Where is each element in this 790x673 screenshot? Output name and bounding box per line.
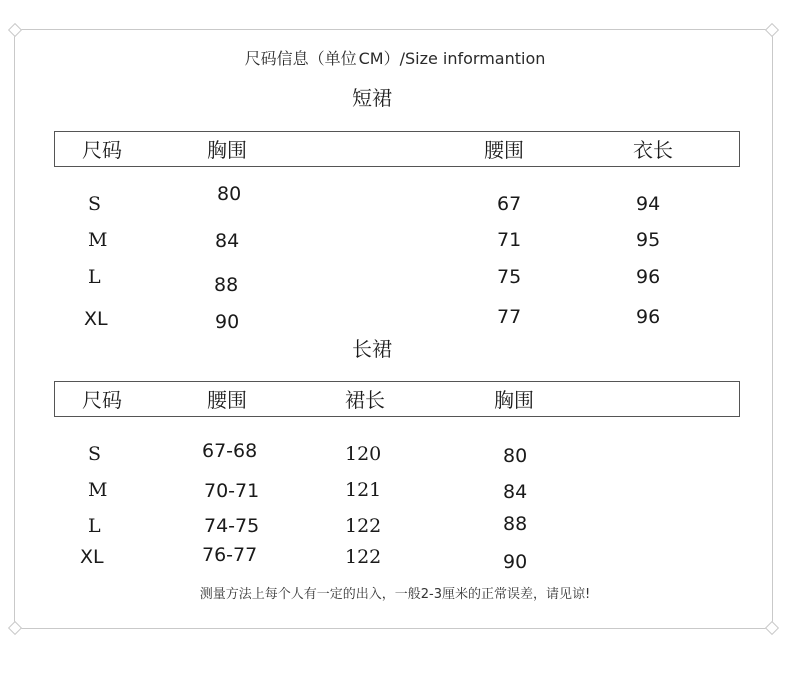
long-waist-xl: 76-77 <box>202 544 258 566</box>
page-title <box>0 46 790 69</box>
long-header-size: 尺码 <box>82 388 122 412</box>
long-length-m: 121 <box>345 479 382 501</box>
long-size-l: L <box>88 515 101 537</box>
measurement-note: 测量方法上每个人有一定的出入，一般2-3厘米的正常误差，请见谅! <box>199 587 591 602</box>
long-skirt-title: 长裙 <box>352 337 392 361</box>
long-waist-l: 74-75 <box>204 515 260 537</box>
short-bust-l: 88 <box>214 274 239 296</box>
short-length-s: 94 <box>636 193 661 215</box>
long-length-xl: 122 <box>345 546 382 568</box>
long-length-l: 122 <box>345 515 382 537</box>
page-frame <box>14 29 773 629</box>
short-header-size: 尺码 <box>82 138 122 162</box>
long-size-xl: XL <box>80 546 104 568</box>
long-header-waist: 腰围 <box>207 388 247 412</box>
short-bust-s: 80 <box>217 183 242 205</box>
short-waist-m: 71 <box>497 229 522 251</box>
short-header-bust: 胸围 <box>207 138 247 162</box>
short-size-m: M <box>88 229 108 251</box>
long-bust-m: 84 <box>503 481 528 503</box>
short-waist-s: 67 <box>497 193 522 215</box>
long-waist-s: 67-68 <box>202 440 258 462</box>
long-bust-xl: 90 <box>503 551 528 573</box>
short-waist-l: 75 <box>497 266 522 288</box>
short-length-l: 96 <box>636 266 661 288</box>
short-length-xl: 96 <box>636 306 661 328</box>
short-skirt-title: 短裙 <box>352 86 392 110</box>
short-header-waist: 腰围 <box>484 138 524 162</box>
title-prefix: 尺码信息（单位 <box>244 49 357 68</box>
long-header-bust: 胸围 <box>494 388 534 412</box>
long-bust-l: 88 <box>503 513 528 535</box>
short-size-l: L <box>88 266 101 288</box>
short-size-s: S <box>88 193 102 215</box>
title-unit: CM <box>358 49 384 68</box>
short-size-xl: XL <box>84 308 108 330</box>
long-skirt-header <box>54 381 740 417</box>
short-bust-xl: 90 <box>215 311 240 333</box>
long-length-s: 120 <box>345 443 382 465</box>
title-suffix: ）/Size informantion <box>383 49 546 68</box>
long-size-s: S <box>88 443 102 465</box>
short-bust-m: 84 <box>215 230 240 252</box>
long-header-length: 裙长 <box>345 388 385 412</box>
long-bust-s: 80 <box>503 445 528 467</box>
long-size-m: M <box>88 479 108 501</box>
short-waist-xl: 77 <box>497 306 522 328</box>
short-length-m: 95 <box>636 229 661 251</box>
short-header-length: 衣长 <box>633 138 673 162</box>
long-waist-m: 70-71 <box>204 480 260 502</box>
